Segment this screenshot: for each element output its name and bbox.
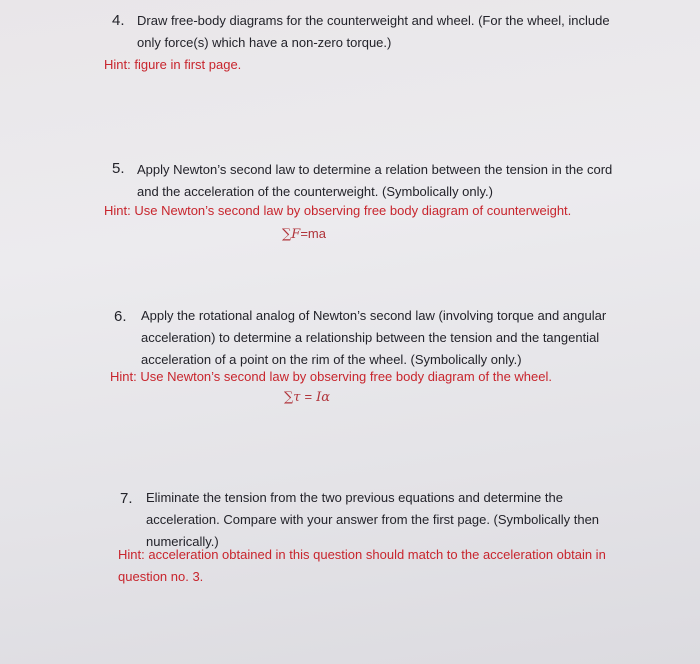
equation-lhs: F	[291, 227, 301, 242]
question-line: acceleration. Compare with your answer from the first page. (Symbolically then	[146, 512, 600, 527]
question-number: 7.	[120, 490, 133, 507]
question-line: only force(s) which have a non-zero torque.)	[137, 35, 392, 50]
question-line: Draw free-body diagrams for the counterweight and wheel. (For the wheel, include	[137, 13, 610, 28]
equation-operator: =	[304, 389, 313, 404]
question-text	[137, 159, 612, 203]
hint-text: Hint: figure in first page.	[104, 57, 242, 72]
equation-operator: =	[300, 226, 308, 241]
sigma-symbol: ∑	[282, 227, 292, 242]
hint-line: question no. 3.	[118, 569, 204, 584]
question-number: 4.	[112, 12, 125, 29]
question-line: Apply Newton’s second law to determine a relation between the tension in the cord	[137, 162, 613, 177]
question-text	[141, 305, 606, 371]
equation-lhs: τ	[293, 390, 301, 405]
question-line: acceleration) to determine a relationship between the tension and the tangential	[141, 330, 600, 345]
equation-rhs: ma	[307, 226, 326, 241]
question-line: Eliminate the tension from the two previous equations and determine the	[146, 490, 563, 505]
question-line: acceleration of a point on the rim of the wheel. (Symbolically only.)	[141, 352, 522, 367]
equation-rhs: Iα	[316, 390, 330, 405]
hint-text	[118, 544, 606, 588]
question-line: Apply the rotational analog of Newton’s second law (involving torque and angular	[141, 308, 607, 323]
sigma-symbol: ∑	[284, 390, 294, 405]
question-number: 6.	[114, 308, 127, 325]
equation-sum-force	[282, 226, 326, 242]
equation-sum-torque	[284, 389, 330, 405]
question-line: and the acceleration of the counterweight. (Symbolically only.)	[137, 184, 494, 199]
question-line: numerically.)	[146, 534, 219, 549]
hint-line: Hint: acceleration obtained in this question should match to the acceleration obtain in	[118, 547, 606, 562]
hint-text: Hint: Use Newton’s second law by observing free body diagram of the wheel.	[110, 369, 552, 384]
question-text	[137, 10, 610, 54]
hint-text: Hint: Use Newton’s second law by observing free body diagram of counterweight.	[104, 203, 572, 218]
question-number: 5.	[112, 160, 125, 177]
